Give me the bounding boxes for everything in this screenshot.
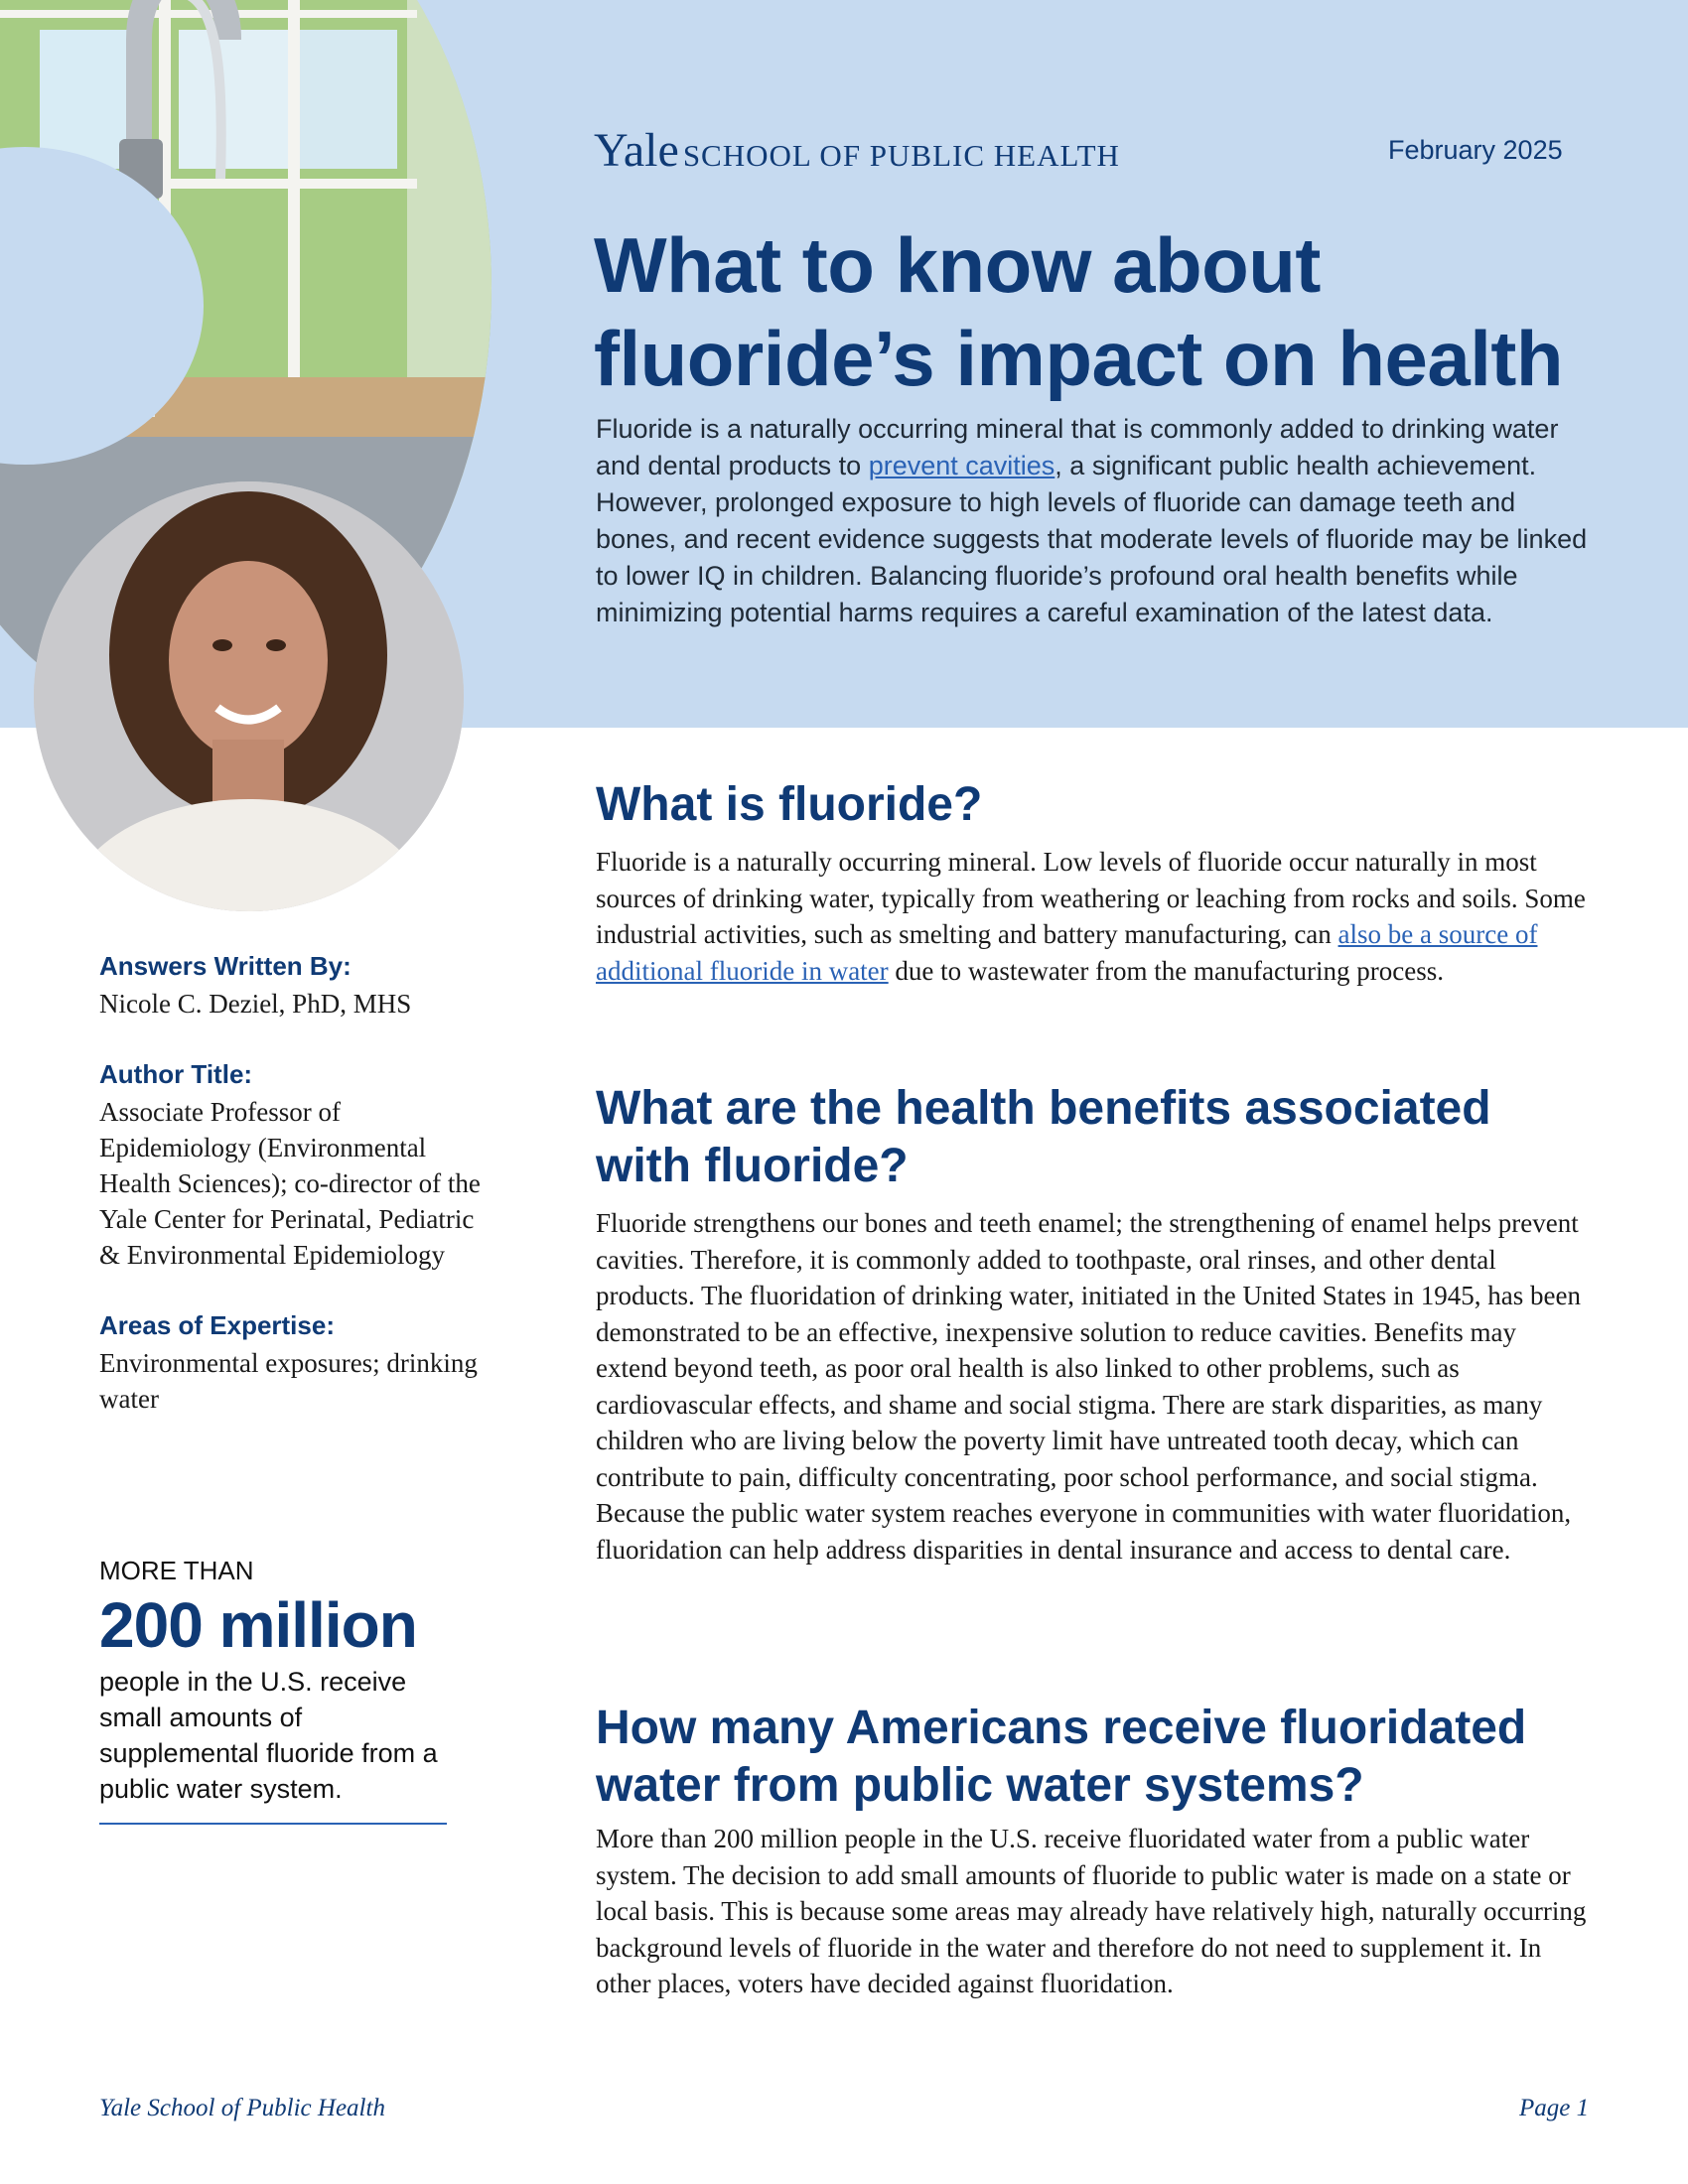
prevent-cavities-link[interactable]: prevent cavities — [868, 451, 1055, 480]
brand-school: SCHOOL OF PUBLIC HEALTH — [682, 138, 1120, 173]
section-body-start: Fluoride is a naturally occurring mineral. Low levels of fluoride occur naturally in most sources of drinking water, typically from weathering or leaching from rocks and soils. Some industrial activities, such as smelting and battery manufacturing, can — [596, 847, 1586, 949]
written-by-label: Answers Written By: — [99, 951, 352, 981]
stat-callout — [99, 1556, 457, 1825]
written-by-value: Nicole C. Deziel, PhD, MHS — [99, 989, 412, 1019]
page-title: What to know about fluoride’s impact on health — [594, 221, 1564, 402]
section-body: Fluoride strengthens our bones and teeth enamel; the strengthening of enamel helps prevent cavities. Therefore, it is commonly added to toothpaste, oral rinses, and other dental products. The fluoridation of drinking water, initiated in the United States in 1945, has been demonstrated to be an effective, inexpensive solution to reduce cavities. Benefits may extend beyond teeth, as poor oral health is also linked to other problems, such as cardiovascular effects, and shame and social stigma. There are stark disparities, as many children who are living below the poverty limit have untreated tooth decay, which can contribute to pain, difficulty concentrating, poor school performance, and social stigma. Because the public water system reaches everyone in communities with water fluoridation, fluoridation can help address disparities in dental insurance and access to dental care. — [596, 1208, 1581, 1565]
publication-date: February 2025 — [1388, 135, 1563, 165]
section-americans-fluoridated — [596, 1700, 1589, 2002]
section-heading: What are the health benefits associated with fluoride? — [596, 1082, 1491, 1192]
stat-description: people in the U.S. receive small amounts of supplemental fluoride from a public water system. — [99, 1667, 438, 1804]
section-health-benefits — [596, 1080, 1589, 1568]
intro-text-start: Fluoride is a naturally occurring mineral that is commonly added to drinking water and dental products to — [596, 414, 1559, 480]
footer-school-name: Yale School of Public Health — [99, 2095, 385, 2121]
section-body-end: due to wastewater from the manufacturing process. — [888, 955, 1444, 986]
section-body: More than 200 million people in the U.S. receive fluoridated water from a public water system. The decision to add small amounts of fluoride to public water is made on a state or local basis. This is because some areas may already have relatively high, naturally occurring background levels of fluoride in the water and therefore do not need to supplement it. In other places, voters have decided against fluoridation. — [596, 1824, 1587, 1998]
fluoride-source-link[interactable]: also be a source of additional fluoride in water — [596, 919, 1538, 986]
section-heading: How many Americans receive fluoridated water from public water systems? — [596, 1702, 1527, 1812]
expertise-value: Environmental exposures; drinking water — [99, 1348, 478, 1414]
footer-page-number: Page 1 — [1519, 2095, 1590, 2121]
intro-paragraph — [596, 411, 1599, 631]
section-what-is-fluoride — [596, 776, 1589, 989]
section-heading: What is fluoride? — [596, 778, 983, 831]
brand-logo — [594, 123, 1120, 178]
stat-divider — [99, 1823, 447, 1825]
section-body — [596, 844, 1589, 989]
brand-yale: Yale — [594, 124, 679, 177]
author-title-value: Associate Professor of Epidemiology (Environmental Health Sciences); co-director of the Yale Center for Perinatal, Pediatric & Environmental Epidemiology — [99, 1097, 481, 1270]
stat-number: 200 million — [99, 1589, 417, 1661]
author-portrait-illustration — [34, 481, 464, 911]
stat-prefix: MORE THAN — [99, 1556, 254, 1585]
author-title-label: Author Title: — [99, 1059, 253, 1089]
author-sidebar — [99, 951, 487, 1454]
intro-text-end: , a significant public health achievement. However, prolonged exposure to high levels of fluoride can damage teeth and bones, and recent evidence suggests that moderate levels of fluoride may be linked to lower IQ in children. Balancing fluoride’s profound oral health benefits while minimizing potential harms requires a careful examination of the latest data. — [596, 451, 1588, 627]
author-portrait — [34, 481, 464, 911]
expertise-label: Areas of Expertise: — [99, 1310, 335, 1340]
